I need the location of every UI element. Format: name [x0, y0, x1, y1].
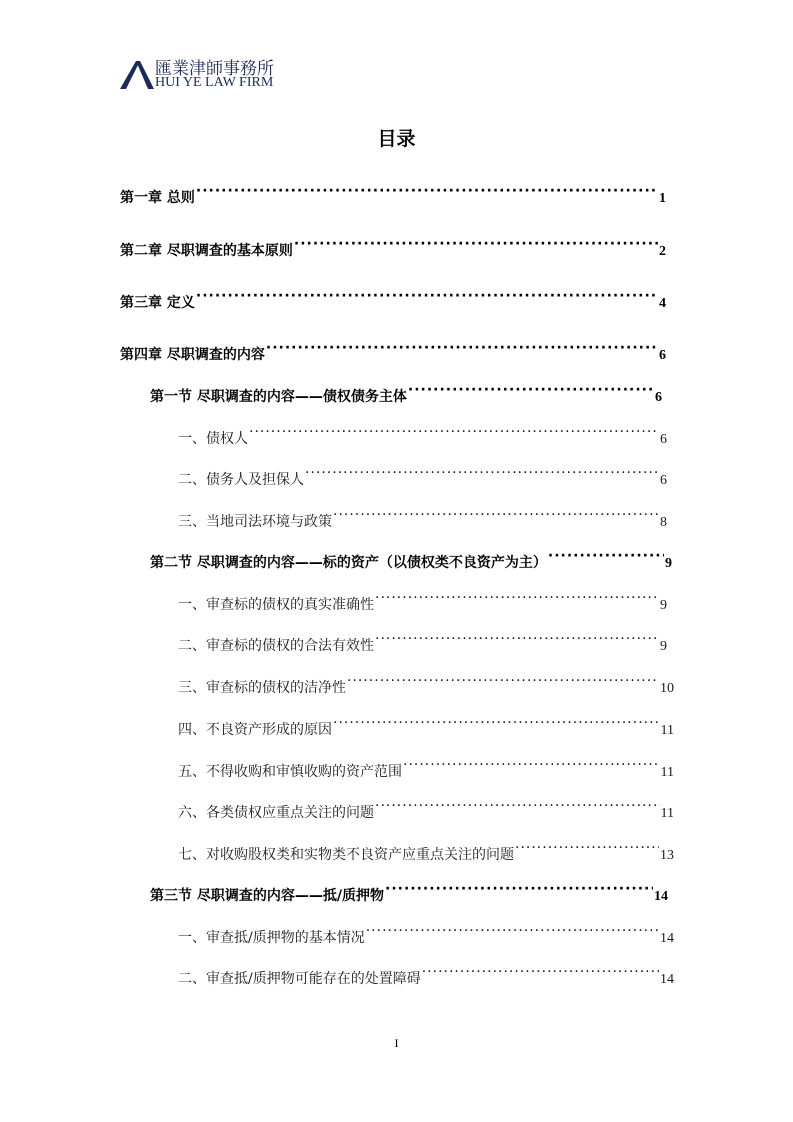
- toc-entry-page: 13: [660, 848, 674, 863]
- toc-entry-page: 4: [659, 296, 666, 311]
- toc-dot-leader: [422, 961, 659, 983]
- logo-chinese-name: 匯業津師事務所: [155, 59, 274, 79]
- toc-entry-page: 11: [660, 765, 674, 780]
- toc-entry-page: 6: [659, 348, 666, 363]
- toc-dot-leader: [403, 754, 660, 776]
- toc-entry-title: 第三章 定义: [120, 295, 195, 311]
- toc-entry-title: 二、债务人及担保人: [178, 472, 304, 488]
- toc-entry[interactable]: [150, 379, 662, 405]
- toc-entry[interactable]: [178, 628, 667, 654]
- toc-entry[interactable]: [120, 180, 666, 206]
- toc-entry-page: 9: [660, 639, 667, 654]
- toc-entry-title: 二、审查标的债权的合法有效性: [178, 638, 374, 654]
- toc-dot-leader: [375, 587, 659, 609]
- toc-entry-title: 第三节 尽职调查的内容——抵/质押物: [150, 888, 384, 904]
- toc-entry-title: 二、审查抵/质押物可能存在的处置障碍: [178, 971, 421, 987]
- toc-entry-title: 五、不得收购和审慎收购的资产范围: [178, 764, 402, 780]
- toc-dot-leader: [375, 628, 659, 650]
- toc-dot-leader: [196, 285, 658, 307]
- toc-entry[interactable]: [178, 920, 674, 946]
- toc-entry-title: 一、债权人: [178, 431, 248, 447]
- toc-entry-title: 三、当地司法环境与政策: [178, 514, 332, 530]
- toc-dot-leader: [196, 180, 658, 202]
- page-title: 目录: [377, 128, 416, 150]
- toc-dot-leader: [333, 504, 659, 526]
- toc-dot-leader: [375, 795, 660, 817]
- toc-entry[interactable]: [150, 545, 672, 571]
- toc-entry-title: 一、审查抵/质押物的基本情况: [178, 930, 365, 946]
- toc-entry-title: 六、各类债权应重点关注的问题: [178, 805, 374, 821]
- toc-entry-page: 11: [660, 723, 674, 738]
- toc-entry[interactable]: [120, 285, 666, 311]
- toc-entry-page: 1: [659, 191, 666, 206]
- toc-entry-page: 6: [660, 432, 667, 447]
- toc-entry-page: 6: [660, 473, 667, 488]
- toc-dot-leader: [385, 878, 653, 900]
- toc-entry-page: 9: [660, 598, 667, 613]
- toc-entry[interactable]: [178, 961, 674, 987]
- toc-entry-page: 9: [665, 556, 672, 571]
- toc-entry-page: 10: [660, 681, 674, 696]
- toc-dot-leader: [333, 712, 660, 734]
- toc-entry[interactable]: [178, 754, 674, 780]
- toc-dot-leader: [294, 233, 658, 255]
- toc-entry-page: 14: [660, 972, 674, 987]
- toc-entry[interactable]: [178, 795, 674, 821]
- toc-entry[interactable]: [178, 837, 674, 863]
- toc-dot-leader: [366, 920, 659, 942]
- toc-entry-page: 8: [660, 515, 667, 530]
- toc-entry[interactable]: [120, 233, 666, 259]
- toc-entry-title: 第一节 尽职调查的内容——债权债务主体: [150, 389, 407, 405]
- toc-entry-page: 14: [654, 889, 668, 904]
- toc-entry-title: 一、审查标的债权的真实准确性: [178, 597, 374, 613]
- toc-entry-title: 四、不良资产形成的原因: [178, 722, 332, 738]
- toc-entry[interactable]: [178, 462, 667, 488]
- toc-entry-page: 2: [659, 244, 666, 259]
- toc-entry[interactable]: [178, 421, 667, 447]
- logo-english-name: HUI YE LAW FIRM: [155, 75, 274, 90]
- toc-dot-leader: [305, 462, 659, 484]
- toc-dot-leader: [347, 670, 659, 692]
- page-number: I: [394, 1036, 399, 1050]
- toc-entry-page: 11: [660, 806, 674, 821]
- toc-dot-leader: [408, 379, 654, 401]
- toc-dot-leader: [515, 837, 659, 859]
- toc-entry-title: 三、审查标的债权的洁净性: [178, 680, 346, 696]
- toc-entry[interactable]: [178, 712, 674, 738]
- toc-entry-title: 第二节 尽职调查的内容——标的资产（以债权类不良资产为主）: [150, 555, 547, 571]
- toc-dot-leader: [249, 421, 659, 443]
- toc-entry-title: 第二章 尽职调查的基本原则: [120, 243, 293, 259]
- toc-entry-page: 14: [660, 931, 674, 946]
- toc-dot-leader: [548, 545, 664, 567]
- toc-entry[interactable]: [150, 878, 668, 904]
- toc-entry[interactable]: [178, 670, 674, 696]
- toc-entry-page: 6: [655, 390, 662, 405]
- toc-entry-title: 第一章 总则: [120, 190, 195, 206]
- toc-entry-title: 七、对收购股权类和实物类不良资产应重点关注的问题: [178, 847, 514, 863]
- toc-entry[interactable]: [120, 337, 666, 363]
- toc-entry[interactable]: [178, 504, 667, 530]
- toc-entry-title: 第四章 尽职调查的内容: [120, 347, 265, 363]
- toc-entry[interactable]: [178, 587, 667, 613]
- toc-dot-leader: [266, 337, 658, 359]
